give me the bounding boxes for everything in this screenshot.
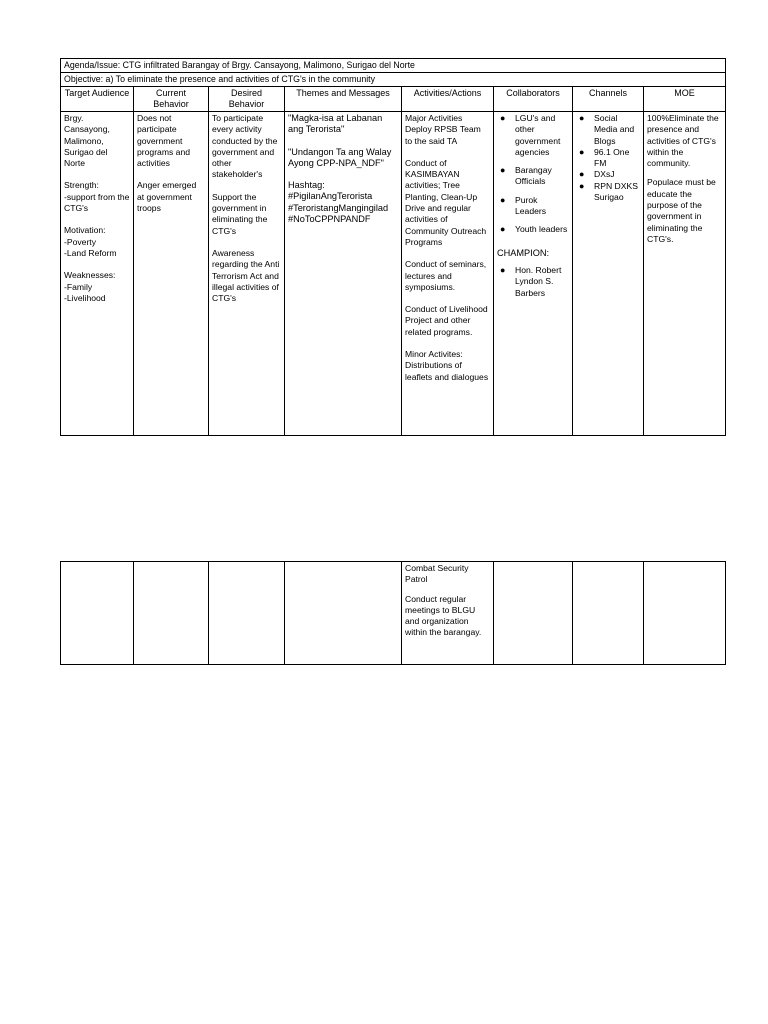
- channel-label: DXsJ: [594, 169, 615, 180]
- header-moe: MOE: [644, 87, 726, 112]
- theme-message: "Undangon Ta ang Walay Ayong CPP-NPA_NDF": [288, 146, 392, 168]
- header-activities: Activities/Actions: [402, 87, 494, 112]
- activity-item: Conduct of KASIMBAYAN activities; Tree Planting, Clean-Up Drive and regular activities of Community Outreach Programs: [405, 157, 487, 247]
- collaborators-list: [497, 113, 569, 236]
- themes-messages-cell: [285, 112, 402, 436]
- desired-behavior-item: To participate every activity conducted by the government and other stakeholder's: [212, 113, 278, 180]
- moe-cell: [644, 112, 726, 436]
- current-behavior-item: Does not participate government programs and activities: [137, 113, 191, 169]
- champion-list: [497, 265, 569, 299]
- strength-block: [64, 180, 130, 214]
- champion-name: Hon. Robert Lyndon S. Barbers: [515, 264, 562, 298]
- bullet-icon: ●: [500, 224, 506, 235]
- collaborator-label: Barangay Officials: [515, 165, 552, 187]
- channel-label: RPN DXKS Surigao: [594, 180, 638, 203]
- champion-label: CHAMPION:: [497, 247, 550, 258]
- hashtag-block: [288, 180, 398, 225]
- header-current-behavior: Current Behavior: [134, 87, 209, 112]
- activity-item: Conduct regular meetings to BLGU and organization within the barangay.: [405, 593, 482, 638]
- bullet-icon: ●: [500, 165, 506, 176]
- hashtag: #NoToCPPNPANDF: [288, 214, 371, 225]
- objective-row: Objective: a) To eliminate the presence and activities of CTG's in the community: [61, 73, 726, 87]
- hashtag: #TeroristangMangingilad: [288, 202, 389, 213]
- header-row: [61, 87, 726, 112]
- empty-cell: [573, 562, 644, 665]
- desired-behavior-item: Awareness regarding the Anti Terrorism Act and illegal activities of CTG's: [212, 247, 280, 304]
- empty-cell: [61, 562, 134, 665]
- plan-row: [61, 112, 726, 436]
- empty-cell: [494, 562, 573, 665]
- channel-label: Social Media and Blogs: [594, 113, 635, 146]
- weakness-item: -Family: [64, 281, 93, 292]
- desired-behavior-cell: [209, 112, 285, 436]
- bullet-icon: ●: [500, 194, 506, 205]
- header-themes-messages: Themes and Messages: [285, 87, 402, 112]
- collaborator-item: [497, 113, 569, 158]
- bullet-icon: ●: [579, 113, 585, 123]
- channels-cell: [573, 112, 644, 436]
- audience-name: Brgy. Cansayong, Malimono, Surigao del Norte: [64, 113, 110, 169]
- empty-cell: [285, 562, 402, 665]
- theme-message: "Magka-isa at Labanan ang Terorista": [288, 113, 383, 135]
- continued-activities-cell: [402, 562, 494, 665]
- bullet-icon: ●: [579, 169, 585, 180]
- collaborator-item: [497, 224, 569, 235]
- current-behavior-item: Anger emerged at government troops: [137, 180, 197, 214]
- empty-cell: [209, 562, 285, 665]
- continued-row: [61, 562, 726, 665]
- activity-item: Conduct of seminars, lectures and symposiums.: [405, 259, 487, 292]
- moe-item: 100%Eliminate the presence and activities of CTG's within the community.: [647, 113, 719, 169]
- header-target-audience: Target Audience: [61, 87, 134, 112]
- collaborator-label: Youth leaders: [515, 224, 568, 235]
- motivation-block: [64, 225, 130, 259]
- channel-item: [576, 181, 640, 204]
- channel-item: [576, 113, 640, 147]
- motivation-item: -Poverty: [64, 236, 96, 247]
- weakness-block: [64, 270, 130, 304]
- collaborators-cell: [494, 112, 573, 436]
- empty-cell: [644, 562, 726, 665]
- hashtag-label: Hashtag:: [288, 180, 325, 191]
- strength-label: Strength:: [64, 180, 99, 191]
- continued-plan-table: [60, 561, 726, 665]
- champion-item: [497, 265, 569, 299]
- current-behavior-cell: [134, 112, 209, 436]
- channel-item: [576, 169, 640, 180]
- activity-item: Minor Activites: Distributions of leaflets and dialogues: [405, 349, 489, 382]
- activity-item: Combat Security Patrol: [405, 563, 469, 585]
- header-channels: Channels: [573, 87, 644, 112]
- collaborator-label: LGU's and other government agencies: [515, 113, 561, 157]
- motivation-label: Motivation:: [64, 225, 106, 236]
- bullet-icon: ●: [579, 180, 585, 191]
- activities-cell: [402, 112, 494, 436]
- target-audience-cell: [61, 112, 134, 436]
- moe-item: Populace must be educate the purpose of the government in eliminating the CTG's.: [647, 177, 716, 244]
- header-collaborators: Collaborators: [494, 87, 573, 112]
- channel-label: 96.1 One FM: [594, 146, 630, 169]
- channel-item: [576, 147, 640, 170]
- hashtag: #PigilanAngTerorista: [288, 191, 373, 202]
- motivation-item: -Land Reform: [64, 247, 117, 258]
- agenda-row: Agenda/Issue: CTG infiltrated Barangay of Brgy. Cansayong, Malimono, Surigao del Norte: [61, 59, 726, 73]
- bullet-icon: ●: [500, 264, 506, 275]
- activity-item: Major Activities Deploy RPSB Team to the said TA: [405, 113, 481, 146]
- communication-plan-table: [60, 58, 726, 436]
- header-desired-behavior: Desired Behavior: [209, 87, 285, 112]
- collaborator-item: [497, 165, 569, 188]
- weakness-label: Weaknesses:: [64, 270, 116, 281]
- empty-cell: [134, 562, 209, 665]
- channels-list: [576, 113, 640, 203]
- bullet-icon: ●: [500, 113, 506, 123]
- desired-behavior-item: Support the government in eliminating the CTG's: [212, 191, 268, 236]
- bullet-icon: ●: [579, 146, 585, 157]
- collaborator-item: [497, 195, 569, 218]
- weakness-item: -Livelihood: [64, 292, 106, 303]
- collaborator-label: Purok Leaders: [515, 194, 547, 217]
- activity-item: Conduct of Livelihood Project and other related programs.: [405, 304, 488, 337]
- strength-text: -support from the CTG's: [64, 191, 130, 214]
